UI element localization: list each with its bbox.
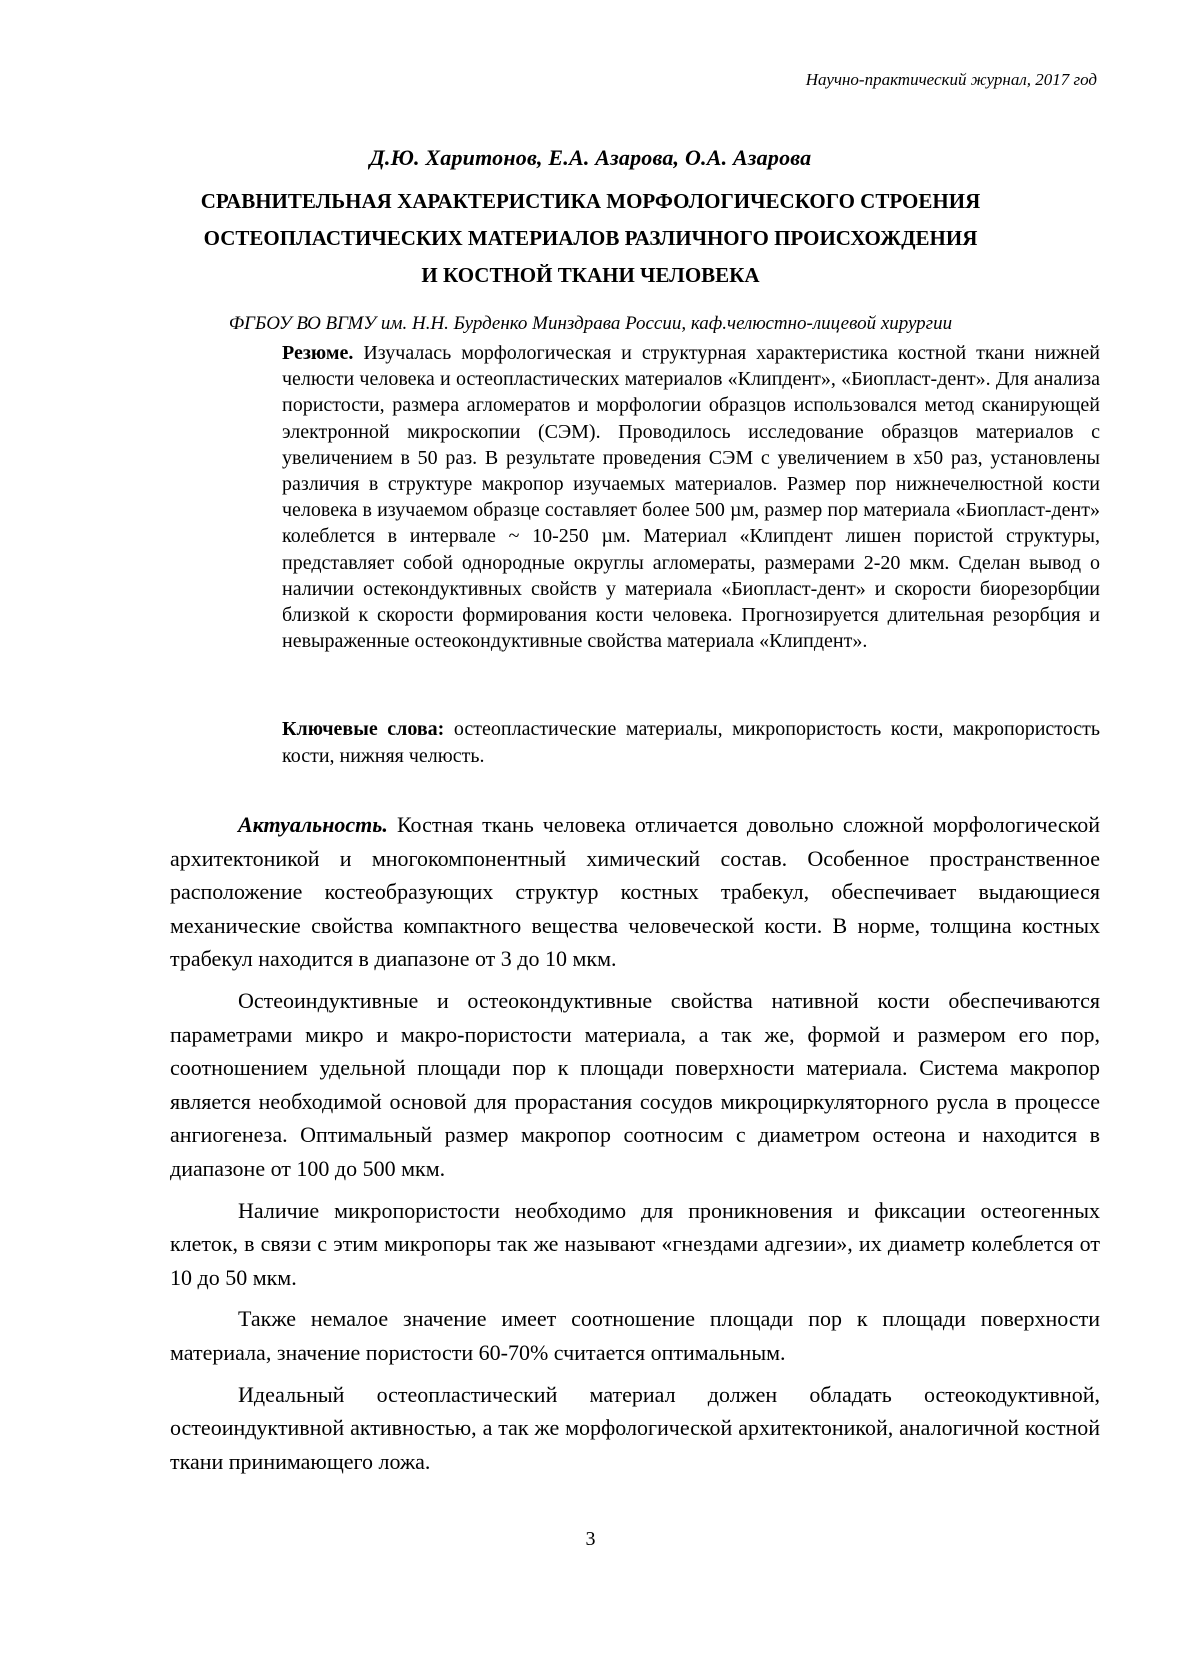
- keywords-text: остеопластические материалы, микропористость кости, макропористость кости, нижняя челюсть.: [282, 718, 1100, 767]
- body-paragraph: [170, 808, 1100, 976]
- running-header: Научно-практический журнал, 2017 год: [805, 70, 1097, 89]
- relevance-heading: Актуальность.: [238, 812, 388, 837]
- body-paragraph: Также немалое значение имеет соотношение площади пор к площади поверхности материала, значение пористости 60-70% считается оптимальным.: [170, 1306, 1100, 1365]
- keywords-block: [282, 716, 1100, 769]
- body-paragraph: Идеальный остеопластический материал должен обладать остеокодуктивной, остеоиндуктивной активностью, а так же морфологической архитектоникой, аналогичной костной ткани принимающего ложа.: [170, 1381, 1100, 1474]
- title-line: СРАВНИТЕЛЬНАЯ ХАРАКТЕРИСТИКА МОРФОЛОГИЧЕСКОГО СТРОЕНИЯ: [200, 189, 981, 213]
- abstract-block: [282, 340, 1100, 654]
- abstract-text: Изучалась морфологическая и структурная характеристика костной ткани нижней челюсти человека и остеопластических материалов «Клипдент», «Биопласт-дент». Для анализа пористости, размера агломератов и морфологии образцов использовался метод сканирующей электронной микроскопии (СЭМ). Проводилось исследование образцов материалов с увеличением в 50 раз. В результате проведения СЭМ с увеличением в х50 раз, установлены различия в структуре макропор изучаемых материалов. Размер пор нижнечелюстной кости человека в изучаемом образце составляет более 500 µм, размер пор материала «Биопласт-дент» колеблется в интервале ~ 10-250 µм. Материал «Клипдент лишен пористой структуры, представляет собой однородные округлы агломераты, размерами 2-20 мкм. Сделан вывод о наличии остекондуктивных свойств у материала «Биопласт-дент» и скорости биорезорбции близкой к скорости формирования кости человека. Прогнозируется длительная резорбция и невыраженные остеокондуктивные свойства материала «Клипдент».: [282, 342, 1100, 653]
- page-number: 3: [585, 1528, 596, 1550]
- article-affiliation: ФГБОУ ВО ВГМУ им. Н.Н. Бурденко Минздрава России, каф.челюстно-лицевой хирургии: [228, 313, 953, 334]
- body-paragraph: Наличие микропористости необходимо для проникновения и фиксации остеогенных клеток, в связи с этим микропоры так же называют «гнездами адгезии», их диаметр колеблется от 10 до 50 мкм.: [170, 1197, 1100, 1290]
- article-authors: Д.Ю. Харитонов, Е.А. Азарова, О.А. Азарова: [369, 145, 812, 170]
- paragraph-text: Костная ткань человека отличается довольно сложной морфологической архитектоникой и многокомпонентный химический состав. Особенное пространственное расположение костеобразующих структур костных трабекул, обеспечивает выдающиеся механические свойства компактного вещества человеческой кости. В норме, толщина костных трабекул находится в диапазоне от 3 до 10 мкм.: [170, 812, 1100, 972]
- keywords-label: Ключевые слова:: [282, 718, 445, 740]
- title-line: ОСТЕОПЛАСТИЧЕСКИХ МАТЕРИАЛОВ РАЗЛИЧНОГО ПРОИСХОЖДЕНИЯ: [203, 226, 978, 250]
- article-body: [170, 808, 1100, 1486]
- abstract-label: Резюме.: [282, 342, 354, 364]
- article-title: [120, 183, 1061, 294]
- title-line: И КОСТНОЙ ТКАНИ ЧЕЛОВЕКА: [421, 263, 760, 287]
- body-paragraph: Остеоиндуктивные и остеокондуктивные свойства нативной кости обеспечиваются параметрами микро и макро-пористости материала, а так же, формой и размером его пор, соотношением удельной площади пор к площади поверхности материала. Система макропор является необходимой основой для прорастания сосудов микроциркуляторного русла в процессе ангиогенеза. Оптимальный размер макропор соотносим с диаметром остеона и находится в диапазоне от 100 до 500 мкм.: [170, 987, 1100, 1181]
